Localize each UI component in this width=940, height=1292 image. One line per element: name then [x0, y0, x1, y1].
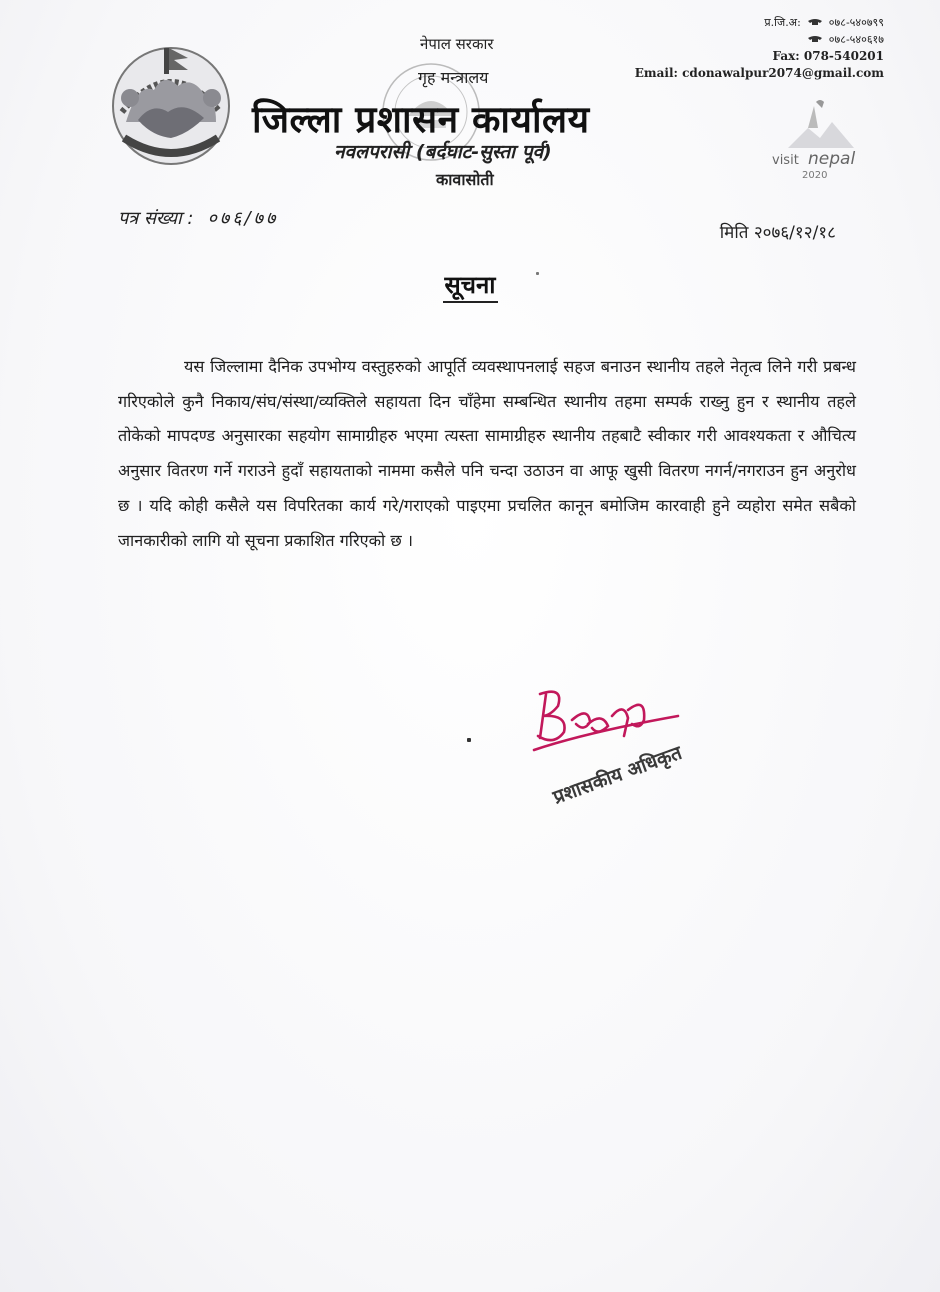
phone-label: प्र.जि.अ:: [764, 16, 801, 29]
telephone-icon: [807, 18, 823, 27]
svg-text:nepal: nepal: [808, 149, 856, 169]
district-name: नवलपरासी (बर्दघाट-सुस्ता पूर्व): [334, 141, 552, 163]
notice-body: यस जिल्लामा दैनिक उपभोग्य वस्तुहरुको आपूर्ति व्यवस्थापनलाई सहज बनाउन स्थानीय तहले नेतृत्व लिने गरी प्रबन्ध गरिएकोले कुनै निकाय/संघ/संस्था/व्यक्तिले सहायता दिन चाँहेमा सम्बन्धित स्थानीय तहमा सम्पर्क राख्नु हुन र स्थानीय तहले तोकेको मापदण्ड अनुसारका सहयोग सामाग्रीहरु भएमा त्यस्ता सामाग्रीहरु स्थानीय तहबाटै स्वीकार गरी आवश्यकता र औचित्य अनुसार वितरण गर्ने गराउने हुदाँ सहायताको नाममा कसैले पनि चन्दा उठाउन वा आफू खुसी वितरण नगर्न/नगराउन हुन अनुरोध छ । यदि कोही कसैले यस विपरितका कार्य गरे/गराएको पाइएमा प्रचलित कानून बमोजिम कारवाही हुने व्यहोरा समेत सबैको जानकारीको लागि यो सूचना प्रकाशित गरिएको छ ।: [118, 357, 856, 550]
ministry-name: गृह मन्त्रालय: [418, 68, 489, 87]
town-name: कावासोती: [436, 170, 494, 189]
notice-title: [0, 268, 940, 301]
letter-number: [118, 206, 278, 230]
ink-speck: [467, 738, 471, 742]
handwritten-signature: [528, 676, 698, 816]
ink-speck: [536, 272, 539, 275]
svg-text:2020: 2020: [802, 170, 828, 181]
contact-block: [635, 14, 884, 82]
telephone-icon: [807, 35, 823, 44]
phone-number-2: ०७८-५४०६१७: [828, 33, 884, 46]
email-address: Email: cdonawalpur2074@gmail.com: [634, 66, 884, 80]
office-name: जिल्ला प्रशासन कार्यालय: [252, 98, 590, 141]
signature-stamp-text: प्रशासकीय अधिकृत: [550, 741, 685, 809]
letter-number-value: ०७६/७७: [207, 208, 279, 229]
svg-text:visit: visit: [772, 153, 799, 168]
letter-number-label: पत्र संख्या :: [118, 208, 194, 229]
visit-nepal-2020-logo: [768, 98, 876, 184]
fax-number: Fax: 078-540201: [772, 49, 884, 63]
phone-number-1: ०७८-५४०७९९: [828, 16, 884, 29]
government-name: नेपाल सरकार: [420, 35, 494, 53]
notice-title-text: सूचना: [443, 271, 498, 303]
nepal-emblem-icon: [108, 42, 234, 168]
letter-date: मिति २०७६/१२/१८: [719, 223, 836, 243]
